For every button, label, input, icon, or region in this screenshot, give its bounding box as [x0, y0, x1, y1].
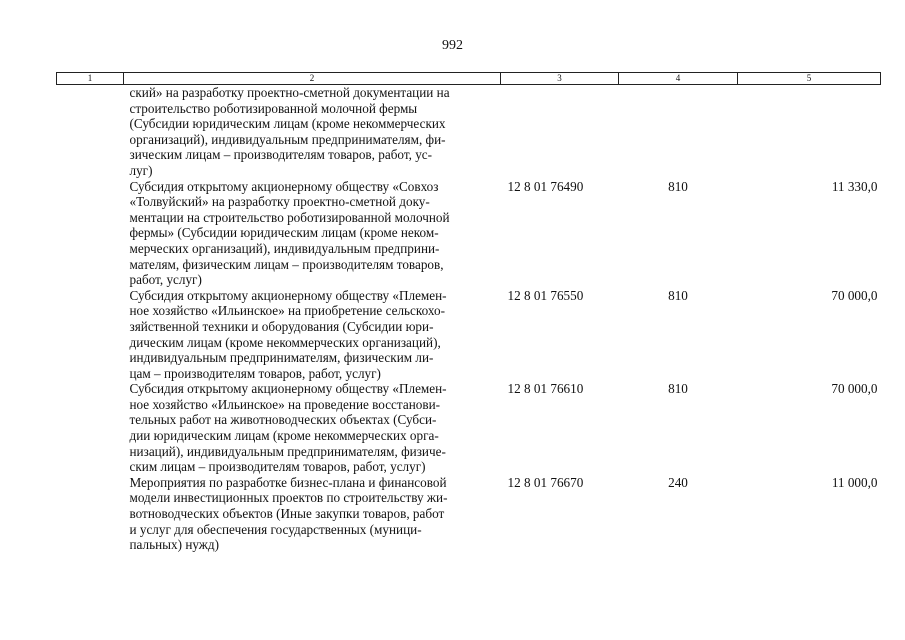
row-number-cell: [57, 179, 124, 288]
description-line: ским лицам – производителям товаров, работ, услуг): [129, 459, 426, 475]
description-line: ский» на разработку проектно-сметной документации на: [129, 85, 450, 100]
description-line: фермы» (Субсидии юридическим лицам (кроме неком-: [129, 225, 439, 241]
description-line: зяйственной техники и оборудования (Субсидии юри-: [129, 318, 434, 334]
description-line: Субсидия открытому акционерному обществу «Племен-: [129, 287, 447, 303]
description-line: мерческих организаций), индивидуальным предприни-: [129, 240, 440, 256]
column-header-4: 4: [619, 73, 738, 85]
expense-type-cell: 240: [668, 474, 688, 490]
row-number-cell: [57, 85, 124, 179]
budget-code-cell: 12 8 01 76490: [507, 178, 584, 194]
budget-table: [56, 72, 881, 553]
budget-code-cell: 12 8 01 76610: [507, 381, 584, 397]
amount-cell: 11 330,0: [831, 178, 878, 194]
description-cell: [124, 381, 501, 475]
description-line: организаций), индивидуальным предпринимателям, фи-: [129, 131, 446, 147]
description-line: (Субсидии юридическим лицам (кроме некоммерческих: [129, 116, 446, 132]
budget-code-cell: [501, 85, 619, 179]
amount-cell: [738, 85, 881, 179]
column-number-row: [57, 73, 881, 85]
table-row: [57, 475, 881, 553]
page-number: 992: [442, 38, 463, 53]
row-number-cell: [57, 288, 124, 382]
table-row: [57, 381, 881, 475]
description-line: Субсидия открытому акционерному обществу «Племен-: [129, 381, 447, 397]
description-line: Мероприятия по разработке бизнес-плана и финансовой: [129, 474, 447, 490]
expense-type-cell: 810: [668, 287, 688, 303]
description-line: «Толвуйский» на разработку проектно-сметной доку-: [129, 194, 430, 210]
row-number-cell: [57, 475, 124, 553]
amount-cell: 70 000,0: [831, 287, 878, 303]
column-header-5: 5: [738, 73, 881, 85]
amount-cell: 70 000,0: [831, 381, 878, 397]
column-header-1: 1: [57, 73, 124, 85]
description-line: ментации на строительство роботизированной молочной: [129, 209, 450, 225]
description-line: модели инвестиционных проектов по строительству жи-: [129, 490, 448, 506]
description-line: тельных работ на животноводческих объектах (Субси-: [129, 412, 437, 428]
description-cell: [124, 85, 501, 179]
column-header-3: 3: [501, 73, 619, 85]
description-line: зическим лицам – производителям товаров, работ, ус-: [129, 147, 433, 163]
table-row: [57, 179, 881, 288]
description-line: Субсидия открытому акционерному обществу «Совхоз: [129, 178, 439, 194]
column-header-2: 2: [124, 73, 501, 85]
table-header: [57, 73, 881, 85]
expense-type-cell: 810: [668, 381, 688, 397]
budget-code-cell: 12 8 01 76670: [507, 474, 584, 490]
expense-type-cell: 810: [668, 178, 688, 194]
description-line: ное хозяйство «Ильинское» на проведение восстанови-: [129, 396, 441, 412]
description-line: ное хозяйство «Ильинское» на приобретение сельскохо-: [129, 303, 445, 319]
description-line: индивидуальным предпринимателям, физическим ли-: [129, 350, 434, 366]
table-row: [57, 85, 881, 179]
description-line: дическим лицам (кроме некоммерческих организаций),: [129, 334, 441, 350]
table-row: [57, 288, 881, 382]
row-number-cell: [57, 381, 124, 475]
description-line: и услуг для обеспечения государственных (муници-: [129, 521, 422, 537]
description-cell: [124, 288, 501, 382]
description-line: низаций), индивидуальным предпринимателям, физиче-: [129, 443, 446, 459]
description-line: цам – производителям товаров, работ, услуг): [129, 365, 381, 381]
description-line: пальных) нужд): [129, 537, 220, 553]
expense-type-cell: [619, 85, 738, 179]
description-cell: [124, 179, 501, 288]
description-line: дии юридическим лицам (кроме некоммерческих орга-: [129, 428, 439, 444]
description-line: работ, услуг): [129, 272, 202, 288]
amount-cell: 11 000,0: [831, 474, 878, 490]
description-line: мателям, физическим лицам – производителям товаров,: [129, 256, 444, 272]
description-line: вотноводческих объектов (Иные закупки товаров, работ: [129, 506, 445, 522]
budget-code-cell: 12 8 01 76550: [507, 287, 584, 303]
description-line: строительство роботизированной молочной фермы: [129, 100, 418, 116]
description-line: луг): [129, 162, 153, 178]
table-body: [57, 85, 881, 553]
description-cell: [124, 475, 501, 553]
